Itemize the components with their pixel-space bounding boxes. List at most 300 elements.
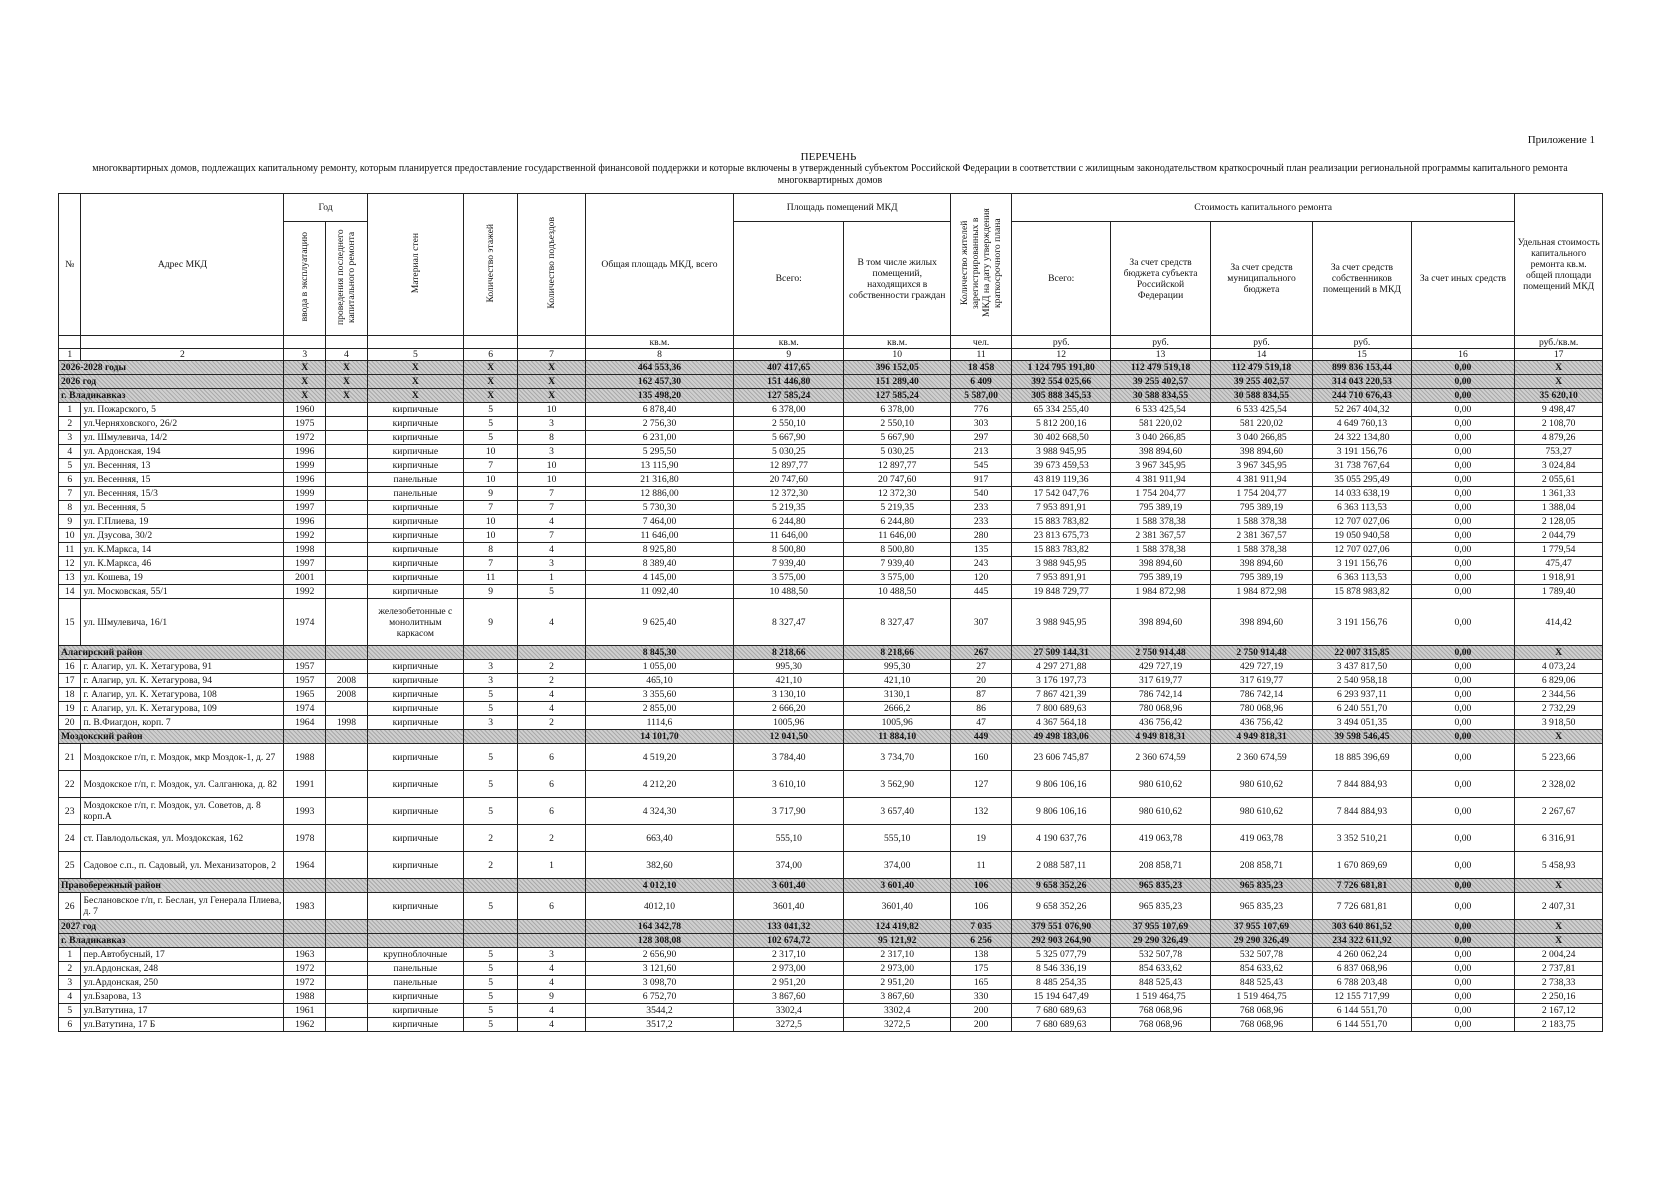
table-cell: 1974 [284,702,326,716]
group-label: Правобережный район [59,879,284,893]
table-row [59,716,1603,730]
table-cell: 12 886,00 [585,487,734,501]
group-cell [367,934,463,948]
table-row [59,431,1603,445]
group-cell: X [367,389,463,403]
table-cell: 768 068,96 [1210,1018,1313,1032]
table-cell [326,557,368,571]
group-cell: 6 409 [951,375,1012,389]
table-cell [326,473,368,487]
table-cell: 2 [463,852,517,879]
table-cell: кирпичные [367,716,463,730]
table-cell: 1997 [284,501,326,515]
table-cell: 917 [951,473,1012,487]
table-header [59,194,1603,361]
table-cell: 3 191 156,76 [1313,445,1411,459]
address-cell: Моздокское г/п, г. Моздок, мкр Моздок-1, д. 27 [81,744,284,771]
table-cell: кирпичные [367,825,463,852]
table-cell [326,976,368,990]
table-cell: 1 [59,403,81,417]
unit-cell: чел. [951,336,1012,349]
table-cell: 1992 [284,529,326,543]
col-cost-other-header: За счет иных средств [1411,222,1515,336]
table-cell: 175 [951,962,1012,976]
table-cell: 2 732,29 [1515,702,1603,716]
group-cell: X [1515,934,1603,948]
table-cell: 1 754 204,77 [1210,487,1313,501]
table-cell: кирпичные [367,515,463,529]
group-cell: X [1515,730,1603,744]
table-cell: 10 [59,529,81,543]
table-cell: 7 [463,501,517,515]
table-cell [326,962,368,976]
table-cell: 0,00 [1411,948,1515,962]
table-cell: 2 004,24 [1515,948,1603,962]
group-cell: 95 121,92 [844,934,951,948]
address-cell: ул. К.Маркса, 14 [81,543,284,557]
table-cell: 7 464,00 [585,515,734,529]
table-cell: 8 389,40 [585,557,734,571]
table-cell: 10 [463,445,517,459]
table-cell: 1962 [284,1018,326,1032]
group-cell: 1 124 795 191,80 [1012,361,1111,375]
table-cell: 19 050 940,58 [1313,529,1411,543]
table-cell: 854 633,62 [1210,962,1313,976]
table-cell: 200 [951,1004,1012,1018]
table-cell: 3 988 945,95 [1012,557,1111,571]
table-cell: 398 894,60 [1111,557,1210,571]
group-cell: 29 290 326,49 [1210,934,1313,948]
appendix-label: Приложение 1 [1527,134,1595,146]
col-area-group-header: Площадь помещений МКД [734,194,951,222]
group-cell: X [518,375,585,389]
table-cell: 0,00 [1411,798,1515,825]
table-cell: 10 [518,473,585,487]
table-cell: 9 [463,585,517,599]
table-row [59,403,1603,417]
group-cell: 5 587,00 [951,389,1012,403]
group-cell [367,920,463,934]
table-cell: 2 550,10 [844,417,951,431]
address-cell: ст. Павлодольская, ул. Моздокская, 162 [81,825,284,852]
table-cell: 776 [951,403,1012,417]
table-cell: 1 588 378,38 [1210,515,1313,529]
address-cell: ул. Весенняя, 13 [81,459,284,473]
table-cell: 780 068,96 [1210,702,1313,716]
table-cell: 21 [59,744,81,771]
table-cell: 2 973,00 [844,962,951,976]
table-cell: 7 726 681,81 [1313,893,1411,920]
table-cell: кирпичные [367,501,463,515]
address-cell: ул.Ардонская, 250 [81,976,284,990]
table-cell: 9 806 106,16 [1012,771,1111,798]
table-cell: 3272,5 [734,1018,844,1032]
table-cell: 5 [463,744,517,771]
table-cell: 9 [463,487,517,501]
group-cell: 112 479 519,18 [1210,361,1313,375]
table-cell: 1 055,00 [585,660,734,674]
table-cell: 1965 [284,688,326,702]
table-cell: 17 [59,674,81,688]
group-cell: 127 585,24 [844,389,951,403]
table-cell: 1960 [284,403,326,417]
table-cell: 3 [463,716,517,730]
group-cell: 39 255 402,57 [1111,375,1210,389]
address-cell: п. В.Фиагдон, корп. 7 [81,716,284,730]
table-cell: 30 402 668,50 [1012,431,1111,445]
table-cell: 1 [518,852,585,879]
table-cell: 3 918,50 [1515,716,1603,730]
table-cell: 6 878,40 [585,403,734,417]
table-cell: 3 734,70 [844,744,951,771]
table-cell: 8 [59,501,81,515]
table-cell: 2 [518,716,585,730]
table-cell: 27 [951,660,1012,674]
table-cell [326,459,368,473]
group-cell: X [518,361,585,375]
group-cell: 8 218,66 [844,646,951,660]
table-cell: 848 525,43 [1210,976,1313,990]
table-cell: 3 130,10 [734,688,844,702]
table-cell: 1983 [284,893,326,920]
unit-cell [326,336,368,349]
table-cell: 4 [518,702,585,716]
table-cell: 2 656,90 [585,948,734,962]
table-cell: 8 327,47 [844,599,951,646]
table-cell: 5 [463,1018,517,1032]
table-cell: 6 [518,744,585,771]
table-cell: 3 575,00 [734,571,844,585]
table-cell: 1957 [284,660,326,674]
table-cell: 4 145,00 [585,571,734,585]
table-row [59,585,1603,599]
table-cell: 2 738,33 [1515,976,1603,990]
group-cell: 2 750 914,48 [1210,646,1313,660]
table-cell: кирпичные [367,744,463,771]
table-cell: 0,00 [1411,571,1515,585]
table-cell: 4 367 564,18 [1012,716,1111,730]
table-cell: железобетонные с монолитным каркасом [367,599,463,646]
address-cell: ул.Черняховского, 26/2 [81,417,284,431]
group-label: 2026-2028 годы [59,361,284,375]
column-number: 8 [585,349,734,361]
table-cell: 8 327,47 [734,599,844,646]
table-row [59,702,1603,716]
table-cell: 1 588 378,38 [1111,515,1210,529]
table-cell: 4 381 911,94 [1111,473,1210,487]
address-cell: ул. Шмулевича, 16/1 [81,599,284,646]
table-cell: 20 747,60 [734,473,844,487]
table-cell: 3 562,90 [844,771,951,798]
table-cell: 5 [463,893,517,920]
table-cell [326,744,368,771]
group-total-row [59,361,1603,375]
table-row [59,529,1603,543]
table-cell: 11 092,40 [585,585,734,599]
group-cell [284,730,326,744]
table-row [59,501,1603,515]
table-cell: 3 [463,660,517,674]
group-cell: 124 419,82 [844,920,951,934]
col-wall-label: Материал стен [409,232,421,294]
col-entrances-label: Количество подъездов [546,217,558,309]
table-cell: 5 [463,417,517,431]
table-cell: 7 [518,487,585,501]
address-cell: пер.Автобусный, 17 [81,948,284,962]
table-cell: 0,00 [1411,990,1515,1004]
col-address-header: Адрес МКД [81,194,284,336]
table-cell: 330 [951,990,1012,1004]
table-cell: 1964 [284,852,326,879]
unit-cell [518,336,585,349]
table-cell: 1005,96 [734,716,844,730]
table-row [59,487,1603,501]
group-cell [326,934,368,948]
table-cell: 1988 [284,990,326,1004]
table-cell: 2 088 587,11 [1012,852,1111,879]
table-cell: 421,10 [734,674,844,688]
group-cell: 4 949 818,31 [1111,730,1210,744]
table-cell: 3 352 510,21 [1313,825,1411,852]
table-cell: кирпичные [367,529,463,543]
group-cell: X [284,389,326,403]
group-cell: 267 [951,646,1012,660]
column-number: 3 [284,349,326,361]
table-cell: 768 068,96 [1210,1004,1313,1018]
table-cell: 3 575,00 [844,571,951,585]
table-cell: 200 [951,1018,1012,1032]
table-cell: 3 [59,431,81,445]
table-cell: кирпичные [367,417,463,431]
table-cell: 965 835,23 [1111,893,1210,920]
address-cell: ул. Московская, 55/1 [81,585,284,599]
col-year-repair-header [326,222,368,336]
table-cell: 6 [518,771,585,798]
table-cell: 0,00 [1411,893,1515,920]
table-cell: 6 363 113,53 [1313,571,1411,585]
table-cell: 980 610,62 [1210,798,1313,825]
address-cell: ул. К.Маркса, 46 [81,557,284,571]
table-cell: 3601,40 [734,893,844,920]
table-cell: 414,42 [1515,599,1603,646]
table-cell: 795 389,19 [1210,501,1313,515]
table-cell: 3302,4 [734,1004,844,1018]
col-year-header: Год [284,194,367,222]
table-cell: 7 [59,487,81,501]
table-cell: 5 667,90 [844,431,951,445]
table-cell: 1972 [284,431,326,445]
table-cell: 12 372,30 [734,487,844,501]
group-total-row [59,646,1603,660]
table-cell: 15 883 783,82 [1012,543,1111,557]
table-cell: 3 024,84 [1515,459,1603,473]
table-cell: 0,00 [1411,585,1515,599]
table-cell: 6 378,00 [844,403,951,417]
table-cell: 11 [951,852,1012,879]
table-cell: панельные [367,976,463,990]
table-cell: 475,47 [1515,557,1603,571]
table-cell: 39 673 459,53 [1012,459,1111,473]
table-cell: 2 550,10 [734,417,844,431]
unit-cell [81,336,284,349]
group-cell: 106 [951,879,1012,893]
group-cell [367,646,463,660]
table-cell: 398 894,60 [1111,599,1210,646]
table-cell: 4 212,20 [585,771,734,798]
table-cell: 2 540 958,18 [1313,674,1411,688]
table-cell: 22 [59,771,81,798]
group-cell [518,646,585,660]
table-cell: 15 194 647,49 [1012,990,1111,1004]
table-cell: 0,00 [1411,459,1515,473]
table-cell: 6 [59,473,81,487]
col-year-commission-header [284,222,326,336]
table-cell: 4 [59,990,81,1004]
table-cell: 3 176 197,73 [1012,674,1111,688]
table-row [59,990,1603,1004]
column-number: 12 [1012,349,1111,361]
table-cell: 2 317,10 [844,948,951,962]
group-label: г. Владикавказ [59,389,284,403]
table-cell: 303 [951,417,1012,431]
col-floors-header [463,194,517,336]
table-cell: 3 098,70 [585,976,734,990]
table-cell: 9 625,40 [585,599,734,646]
table-cell [326,948,368,962]
table-cell: 581 220,02 [1210,417,1313,431]
table-cell [326,571,368,585]
table-cell: панельные [367,487,463,501]
table-row [59,445,1603,459]
address-cell: г. Алагир, ул. К. Хетагурова, 91 [81,660,284,674]
table-cell: 1 918,91 [1515,571,1603,585]
table-cell: 4 297 271,88 [1012,660,1111,674]
table-cell: 1991 [284,771,326,798]
table-cell: 213 [951,445,1012,459]
table-cell: 768 068,96 [1111,1018,1210,1032]
table-cell: 436 756,42 [1210,716,1313,730]
table-cell: 4 [518,962,585,976]
table-cell: 5 219,35 [734,501,844,515]
table-cell: 2 951,20 [734,976,844,990]
table-cell: 1 519 464,75 [1111,990,1210,1004]
table-cell: 3 [518,417,585,431]
group-cell: 305 888 345,53 [1012,389,1111,403]
table-cell: 2 128,05 [1515,515,1603,529]
table-cell: кирпичные [367,459,463,473]
table-cell [326,501,368,515]
table-cell: 6 244,80 [844,515,951,529]
table-cell: 1992 [284,585,326,599]
table-cell: 1978 [284,825,326,852]
table-cell: 1 984 872,98 [1111,585,1210,599]
table-cell: 6 [518,798,585,825]
table-cell: 3 [59,976,81,990]
table-row [59,557,1603,571]
table-cell: 3 988 945,95 [1012,445,1111,459]
table-cell: 6 533 425,54 [1210,403,1313,417]
table-cell: 35 055 295,49 [1313,473,1411,487]
table-cell: 2 381 367,57 [1210,529,1313,543]
table-cell: 9 [463,599,517,646]
table-cell: 1972 [284,976,326,990]
group-cell: X [367,361,463,375]
table-cell: 160 [951,744,1012,771]
group-cell: 0,00 [1411,730,1515,744]
unit-cell [463,336,517,349]
table-cell: 6 752,70 [585,990,734,1004]
table-cell: 3 967 345,95 [1111,459,1210,473]
table-cell: 87 [951,688,1012,702]
table-cell: 1 [59,948,81,962]
table-cell: кирпичные [367,543,463,557]
group-cell: X [1515,920,1603,934]
group-cell: 0,00 [1411,361,1515,375]
table-cell: 3 494 051,35 [1313,716,1411,730]
table-cell: 854 633,62 [1111,962,1210,976]
table-cell: 786 742,14 [1111,688,1210,702]
table-cell: 398 894,60 [1210,599,1313,646]
table-cell [326,852,368,879]
table-cell: 663,40 [585,825,734,852]
table-cell: 4 519,20 [585,744,734,771]
table-cell: 1 388,04 [1515,501,1603,515]
table-cell: 10 [463,515,517,529]
table-cell: 795 389,19 [1111,501,1210,515]
table-cell: 4 [518,599,585,646]
group-cell [284,934,326,948]
group-cell: 27 509 144,31 [1012,646,1111,660]
table-cell: 4 [518,1018,585,1032]
table-cell: 1 779,54 [1515,543,1603,557]
table-row [59,852,1603,879]
unit-cell [59,336,81,349]
group-cell: 0,00 [1411,389,1515,403]
table-cell [326,798,368,825]
address-cell: ул. Дзусова, 30/2 [81,529,284,543]
column-number: 5 [367,349,463,361]
group-cell: 0,00 [1411,934,1515,948]
group-cell: 464 553,36 [585,361,734,375]
table-cell: 545 [951,459,1012,473]
table-cell: 20 [951,674,1012,688]
table-cell: 0,00 [1411,702,1515,716]
col-cost-owners-header: За счет средств собственников помещений в МКД [1313,222,1411,336]
table-cell: 2 737,81 [1515,962,1603,976]
column-number: 11 [951,349,1012,361]
group-label: 2026 год [59,375,284,389]
address-cell: ул. Кошева, 19 [81,571,284,585]
table-cell: 5 [463,798,517,825]
table-cell: 5 [463,976,517,990]
table-cell: 20 [59,716,81,730]
table-cell: 0,00 [1411,417,1515,431]
group-cell [518,920,585,934]
table-cell: 0,00 [1411,445,1515,459]
unit-cell: руб. [1111,336,1210,349]
group-cell: 112 479 519,18 [1111,361,1210,375]
table-cell: 5 667,90 [734,431,844,445]
table-cell: 2 328,02 [1515,771,1603,798]
group-cell: 392 554 025,66 [1012,375,1111,389]
table-cell [326,825,368,852]
table-cell: 6 [518,893,585,920]
table-cell: 419 063,78 [1210,825,1313,852]
table-cell: 12 707 027,06 [1313,543,1411,557]
table-cell: 208 858,71 [1111,852,1210,879]
table-cell: 980 610,62 [1111,771,1210,798]
table-cell: 2 360 674,59 [1210,744,1313,771]
